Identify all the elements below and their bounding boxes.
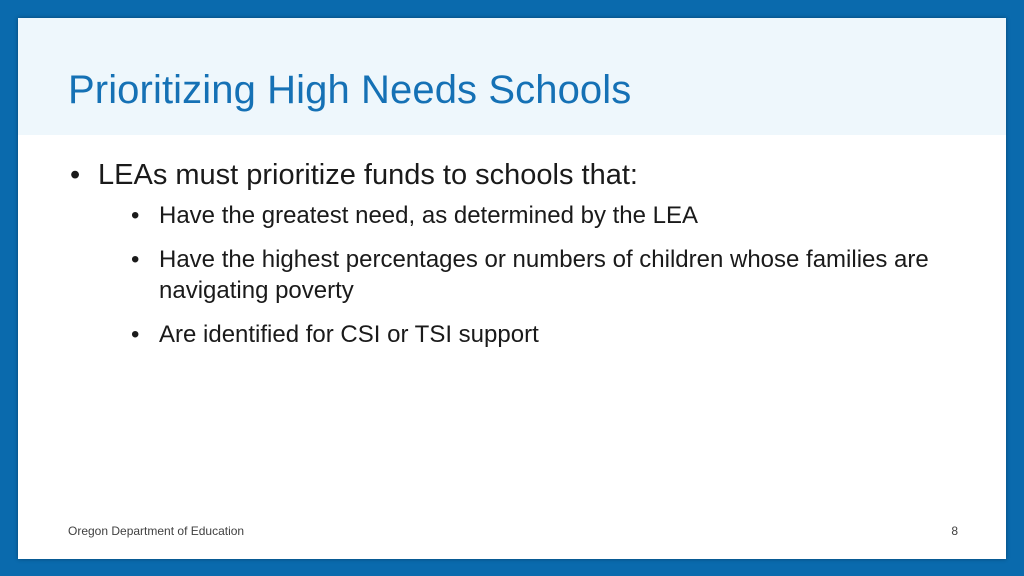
sub-bullet-item <box>130 244 968 306</box>
footer-organization: Oregon Department of Education <box>68 524 245 538</box>
sub-bullet-item <box>130 319 968 350</box>
bullet-icon: • <box>131 321 140 348</box>
sub-bullet-text: Are identified for CSI or TSI support <box>159 321 539 348</box>
slide <box>18 18 1006 559</box>
slide-content <box>68 158 968 363</box>
sub-bullet-list <box>68 200 968 350</box>
bullet-icon: • <box>131 246 140 273</box>
main-bullet-text: LEAs must prioritize funds to schools that: <box>98 159 638 191</box>
main-bullet <box>68 158 968 192</box>
sub-bullet-text: Have the greatest need, as determined by the LEA <box>159 202 699 229</box>
sub-bullet-item <box>130 200 968 231</box>
title-band <box>18 18 1006 135</box>
bullet-icon: • <box>70 159 81 191</box>
sub-bullet-text: Have the highest percentages or numbers of children whose families are navigating poverty <box>159 246 929 304</box>
slide-title: Prioritizing High Needs Schools <box>68 68 632 112</box>
bullet-icon: • <box>131 202 140 229</box>
page-number: 8 <box>951 524 958 538</box>
